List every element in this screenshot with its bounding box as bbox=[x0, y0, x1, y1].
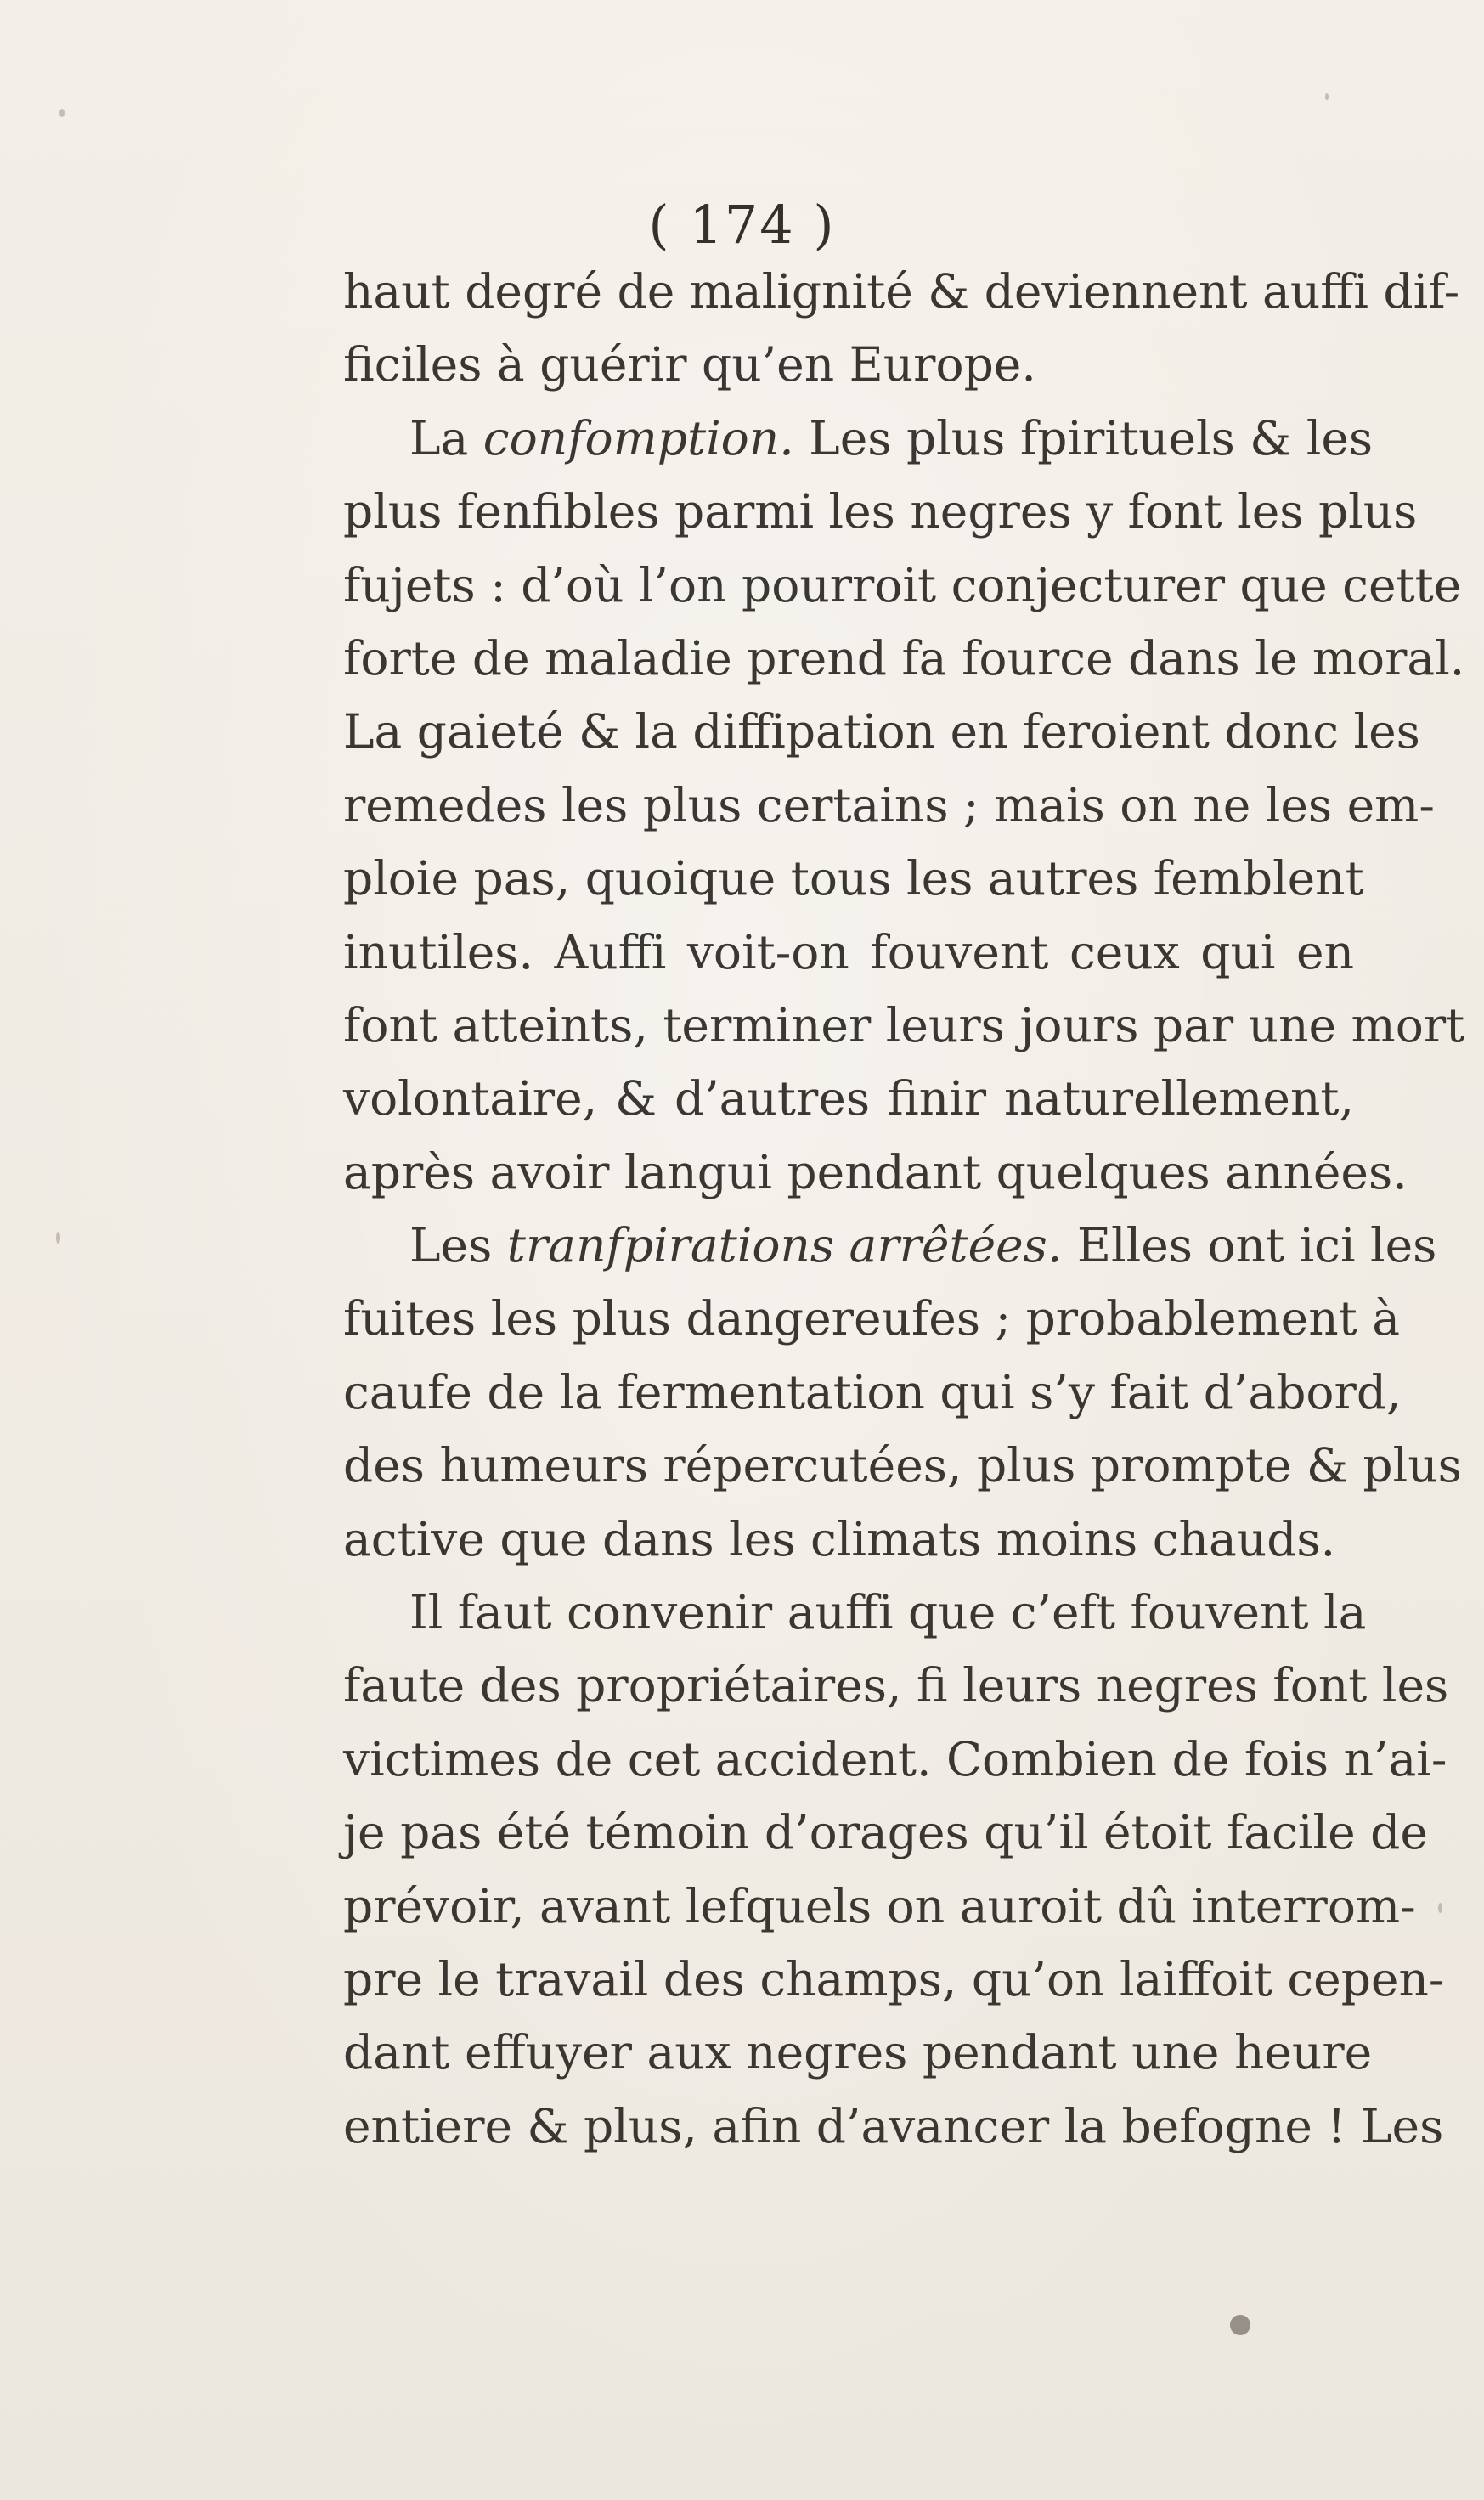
text-line: forte de maladie prend fa fource dans le moral. bbox=[343, 630, 1465, 686]
text-line-paragraph-start bbox=[343, 1576, 1367, 1649]
paper-speck bbox=[59, 109, 65, 117]
italic-heading: tranfpirations arrêtées. bbox=[506, 1218, 1063, 1273]
text-line: remedes les plus certains ; mais on ne les em- bbox=[343, 777, 1435, 832]
line-rest: Elles ont ici les bbox=[1062, 1218, 1437, 1273]
text-line: ploie pas, quoique tous les autres femblent bbox=[343, 851, 1364, 906]
text-line: plus fenfibles parmi les negres y font les plus bbox=[343, 484, 1418, 539]
line-lead: Les bbox=[409, 1218, 507, 1273]
text-line: active que dans les climats moins chauds. bbox=[343, 1511, 1336, 1566]
text-line: La gaieté & la diffipation en feroient donc les bbox=[343, 704, 1420, 759]
text-line: victimes de cet accident. Combien de fois n’ai- bbox=[343, 1731, 1447, 1786]
body-text bbox=[343, 255, 1465, 2163]
text-line: inutiles. Auffi voit-on fouvent ceux qui en bbox=[343, 924, 1354, 979]
text-line: fujets : d’où l’on pourroit conjecturer que cette bbox=[343, 557, 1462, 612]
text-line: font atteints, terminer leurs jours par une mort bbox=[343, 997, 1465, 1052]
text-line: faute des propriétaires, fi leurs negres font les bbox=[343, 1658, 1449, 1713]
text-line: haut degré de malignité & deviennent auffi dif- bbox=[343, 264, 1460, 319]
text-line: caufe de la fermentation qui s’y fait d’abord, bbox=[343, 1364, 1402, 1419]
text-line: fuites les plus dangereufes ; probablement à bbox=[343, 1291, 1401, 1346]
signature-mark-icon bbox=[1230, 2315, 1250, 2335]
text-line: des humeurs répercutées, plus prompte & plus bbox=[343, 1438, 1462, 1493]
text-line: entiere & plus, afin d’avancer la befogne ! Les bbox=[343, 2098, 1444, 2153]
text-line: après avoir langui pendant quelques années. bbox=[343, 1144, 1408, 1199]
page-number: ( 174 ) bbox=[648, 194, 836, 256]
italic-heading: confomption. bbox=[482, 410, 794, 466]
text-line-paragraph-start bbox=[343, 402, 1374, 475]
text-line: volontaire, & d’autres finir naturellement, bbox=[343, 1071, 1354, 1126]
text-line: prévoir, avant lefquels on auroit dû interrom- bbox=[343, 1878, 1416, 1933]
text-line-paragraph-start bbox=[343, 1209, 1437, 1282]
paper-speck bbox=[1325, 93, 1329, 100]
paper-speck bbox=[1438, 1903, 1442, 1913]
paper-speck bbox=[56, 1232, 60, 1244]
text-line: je pas été témoin d’orages qu’il étoit facile de bbox=[343, 1805, 1428, 1860]
line-lead: La bbox=[409, 410, 483, 466]
line-text: Il faut convenir auffi que c’eft fouvent la bbox=[409, 1585, 1367, 1640]
text-line: ficiles à guérir qu’en Europe. bbox=[343, 337, 1036, 392]
line-rest: Les plus fpirituels & les bbox=[793, 410, 1374, 466]
text-line: pre le travail des champs, qu’on laiffoit cepen- bbox=[343, 1951, 1445, 2006]
text-line: dant effuyer aux negres pendant une heure bbox=[343, 2025, 1373, 2080]
